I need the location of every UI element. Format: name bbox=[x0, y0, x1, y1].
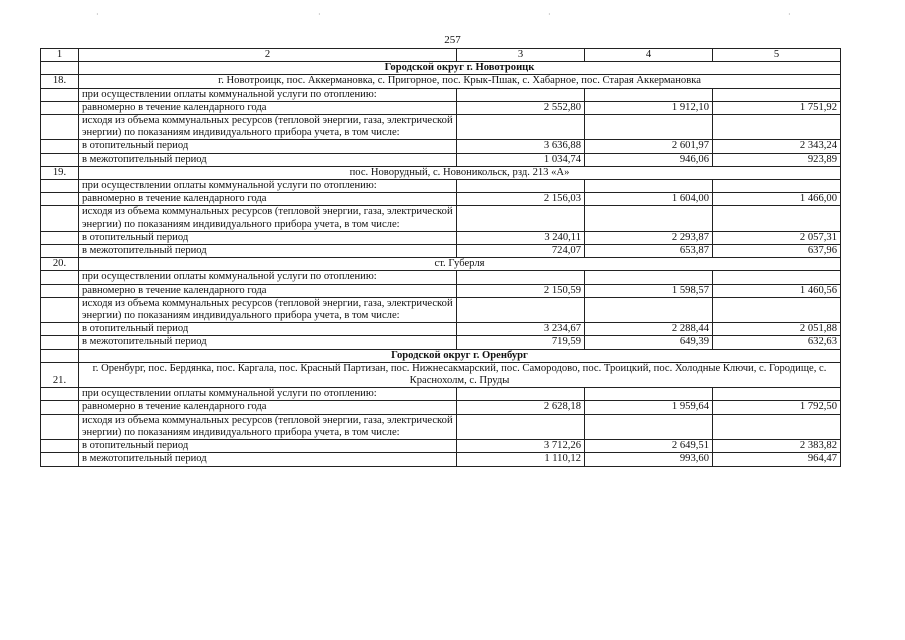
tariff-value: 1 959,64 bbox=[585, 401, 713, 414]
row-label: в межотопительный период bbox=[79, 336, 457, 349]
empty-cell bbox=[41, 88, 79, 101]
row-label: в межотопительный период bbox=[79, 153, 457, 166]
empty-cell bbox=[41, 180, 79, 193]
tariff-value bbox=[457, 115, 585, 140]
tariff-value bbox=[585, 115, 713, 140]
empty-cell bbox=[457, 180, 585, 193]
empty-cell bbox=[41, 231, 79, 244]
empty-cell bbox=[713, 180, 841, 193]
empty-cell bbox=[41, 62, 79, 75]
tariff-value: 2 552,80 bbox=[457, 101, 585, 114]
tariff-value: 946,06 bbox=[585, 153, 713, 166]
tariff-row bbox=[41, 401, 841, 414]
table-body bbox=[41, 49, 841, 467]
tariff-value: 2 156,03 bbox=[457, 193, 585, 206]
empty-cell bbox=[41, 440, 79, 453]
tariff-value: 2 057,31 bbox=[713, 231, 841, 244]
column-header: 2 bbox=[79, 49, 457, 62]
tariff-row bbox=[41, 153, 841, 166]
empty-cell bbox=[585, 180, 713, 193]
location-name: пос. Новорудный, с. Новоникольск, рзд. 213 «А» bbox=[79, 166, 841, 179]
tariff-row bbox=[41, 440, 841, 453]
tariff-value bbox=[585, 297, 713, 322]
tariff-row bbox=[41, 414, 841, 439]
column-header: 5 bbox=[713, 49, 841, 62]
tariff-value: 632,63 bbox=[713, 336, 841, 349]
empty-cell bbox=[41, 153, 79, 166]
scan-dot: · bbox=[548, 10, 551, 19]
location-row bbox=[41, 362, 841, 387]
tariff-value: 2 649,51 bbox=[585, 440, 713, 453]
column-header: 3 bbox=[457, 49, 585, 62]
tariff-value bbox=[457, 414, 585, 439]
location-name: ст. Губерля bbox=[79, 258, 841, 271]
empty-cell bbox=[457, 388, 585, 401]
item-number: 20. bbox=[41, 258, 79, 271]
section-title: Городской округ г. Новотроицк bbox=[79, 62, 841, 75]
tariff-row bbox=[41, 115, 841, 140]
tariff-value: 993,60 bbox=[585, 453, 713, 466]
empty-cell bbox=[713, 88, 841, 101]
row-label: равномерно в течение календарного года bbox=[79, 101, 457, 114]
empty-cell bbox=[713, 271, 841, 284]
payment-method-heading: при осуществлении оплаты коммунальной услуги по отоплению: bbox=[79, 88, 457, 101]
empty-cell bbox=[41, 336, 79, 349]
tariff-row bbox=[41, 336, 841, 349]
tariff-value: 2 288,44 bbox=[585, 323, 713, 336]
location-row bbox=[41, 75, 841, 88]
tariff-value bbox=[585, 206, 713, 231]
tariff-value: 1 466,00 bbox=[713, 193, 841, 206]
section-title: Городской округ г. Оренбург bbox=[79, 349, 841, 362]
column-header: 4 bbox=[585, 49, 713, 62]
scan-dot: · bbox=[318, 10, 321, 19]
row-label: в отопительный период bbox=[79, 231, 457, 244]
sub-heading-row bbox=[41, 88, 841, 101]
tariff-value: 1 110,12 bbox=[457, 453, 585, 466]
section-header-row bbox=[41, 349, 841, 362]
tariff-value bbox=[585, 414, 713, 439]
empty-cell bbox=[585, 388, 713, 401]
tariff-row bbox=[41, 140, 841, 153]
tariff-value: 2 601,97 bbox=[585, 140, 713, 153]
empty-cell bbox=[41, 245, 79, 258]
payment-method-heading: при осуществлении оплаты коммунальной услуги по отоплению: bbox=[79, 271, 457, 284]
row-label: исходя из объема коммунальных ресурсов (тепловой энергии, газа, электрической энергии) по показаниям индивидуального прибора учета, в том числе: bbox=[79, 115, 457, 140]
tariff-row bbox=[41, 284, 841, 297]
page-number: 257 bbox=[444, 34, 461, 46]
empty-cell bbox=[41, 414, 79, 439]
tariff-value: 1 912,10 bbox=[585, 101, 713, 114]
empty-cell bbox=[713, 388, 841, 401]
empty-cell bbox=[41, 140, 79, 153]
tariff-row bbox=[41, 193, 841, 206]
column-header: 1 bbox=[41, 49, 79, 62]
tariff-value: 2 150,59 bbox=[457, 284, 585, 297]
empty-cell bbox=[41, 388, 79, 401]
tariff-value: 964,47 bbox=[713, 453, 841, 466]
row-label: равномерно в течение календарного года bbox=[79, 401, 457, 414]
row-label: в отопительный период bbox=[79, 323, 457, 336]
tariff-value: 1 460,56 bbox=[713, 284, 841, 297]
empty-cell bbox=[41, 206, 79, 231]
tariff-value bbox=[713, 206, 841, 231]
empty-cell bbox=[41, 193, 79, 206]
tariff-row bbox=[41, 245, 841, 258]
row-label: в межотопительный период bbox=[79, 245, 457, 258]
row-label: в отопительный период bbox=[79, 140, 457, 153]
tariff-value: 1 604,00 bbox=[585, 193, 713, 206]
tariff-value bbox=[713, 297, 841, 322]
scan-dot: · bbox=[96, 10, 99, 19]
tariff-row bbox=[41, 206, 841, 231]
tariff-value: 3 712,26 bbox=[457, 440, 585, 453]
empty-cell bbox=[585, 271, 713, 284]
tariff-row bbox=[41, 323, 841, 336]
empty-cell bbox=[41, 401, 79, 414]
tariff-value: 2 051,88 bbox=[713, 323, 841, 336]
location-row bbox=[41, 166, 841, 179]
empty-cell bbox=[41, 453, 79, 466]
empty-cell bbox=[41, 115, 79, 140]
location-name: г. Новотроицк, пос. Аккермановка, с. Пригорное, пос. Крык-Пшак, с. Хабарное, пос. Старая Аккермановка bbox=[79, 75, 841, 88]
location-row bbox=[41, 258, 841, 271]
tariff-value: 2 343,24 bbox=[713, 140, 841, 153]
tariff-value: 2 628,18 bbox=[457, 401, 585, 414]
item-number: 19. bbox=[41, 166, 79, 179]
row-label: в отопительный период bbox=[79, 440, 457, 453]
item-number: 18. bbox=[41, 75, 79, 88]
empty-cell bbox=[41, 349, 79, 362]
tariff-value bbox=[713, 414, 841, 439]
row-label: исходя из объема коммунальных ресурсов (тепловой энергии, газа, электрической энергии) по показаниям индивидуального прибора учета, в том числе: bbox=[79, 297, 457, 322]
location-name: г. Оренбург, пос. Бердянка, пос. Каргала, пос. Красный Партизан, пос. Нижнесакмарский, пос. Самородово, пос. Троицкий, пос. Холодные Ключи, с. Городище, с. Краснохолм, с. Пруды bbox=[79, 362, 841, 387]
item-number: 21. bbox=[41, 362, 79, 387]
section-header-row bbox=[41, 62, 841, 75]
row-label: равномерно в течение календарного года bbox=[79, 284, 457, 297]
tariff-value: 649,39 bbox=[585, 336, 713, 349]
tariff-table bbox=[40, 48, 841, 467]
tariff-value: 1 034,74 bbox=[457, 153, 585, 166]
empty-cell bbox=[41, 101, 79, 114]
tariff-value bbox=[457, 297, 585, 322]
empty-cell bbox=[41, 323, 79, 336]
payment-method-heading: при осуществлении оплаты коммунальной услуги по отоплению: bbox=[79, 180, 457, 193]
tariff-value: 3 234,67 bbox=[457, 323, 585, 336]
tariff-value: 2 383,82 bbox=[713, 440, 841, 453]
empty-cell bbox=[41, 297, 79, 322]
row-label: исходя из объема коммунальных ресурсов (тепловой энергии, газа, электрической энергии) по показаниям индивидуального прибора учета, в том числе: bbox=[79, 206, 457, 231]
row-label: равномерно в течение календарного года bbox=[79, 193, 457, 206]
tariff-value: 653,87 bbox=[585, 245, 713, 258]
tariff-row bbox=[41, 297, 841, 322]
sub-heading-row bbox=[41, 388, 841, 401]
tariff-row bbox=[41, 231, 841, 244]
row-label: исходя из объема коммунальных ресурсов (тепловой энергии, газа, электрической энергии) по показаниям индивидуального прибора учета, в том числе: bbox=[79, 414, 457, 439]
column-header-row bbox=[41, 49, 841, 62]
empty-cell bbox=[41, 284, 79, 297]
tariff-value: 1 792,50 bbox=[713, 401, 841, 414]
tariff-value: 2 293,87 bbox=[585, 231, 713, 244]
tariff-value: 3 240,11 bbox=[457, 231, 585, 244]
tariff-value: 1 598,57 bbox=[585, 284, 713, 297]
empty-cell bbox=[41, 271, 79, 284]
tariff-value bbox=[713, 115, 841, 140]
sub-heading-row bbox=[41, 180, 841, 193]
row-label: в межотопительный период bbox=[79, 453, 457, 466]
tariff-value: 3 636,88 bbox=[457, 140, 585, 153]
tariff-value bbox=[457, 206, 585, 231]
scan-dot: · bbox=[788, 10, 791, 19]
tariff-row bbox=[41, 453, 841, 466]
tariff-value: 923,89 bbox=[713, 153, 841, 166]
empty-cell bbox=[457, 88, 585, 101]
empty-cell bbox=[457, 271, 585, 284]
tariff-row bbox=[41, 101, 841, 114]
sub-heading-row bbox=[41, 271, 841, 284]
tariff-value: 724,07 bbox=[457, 245, 585, 258]
tariff-value: 719,59 bbox=[457, 336, 585, 349]
tariff-value: 637,96 bbox=[713, 245, 841, 258]
empty-cell bbox=[585, 88, 713, 101]
payment-method-heading: при осуществлении оплаты коммунальной услуги по отоплению: bbox=[79, 388, 457, 401]
tariff-value: 1 751,92 bbox=[713, 101, 841, 114]
